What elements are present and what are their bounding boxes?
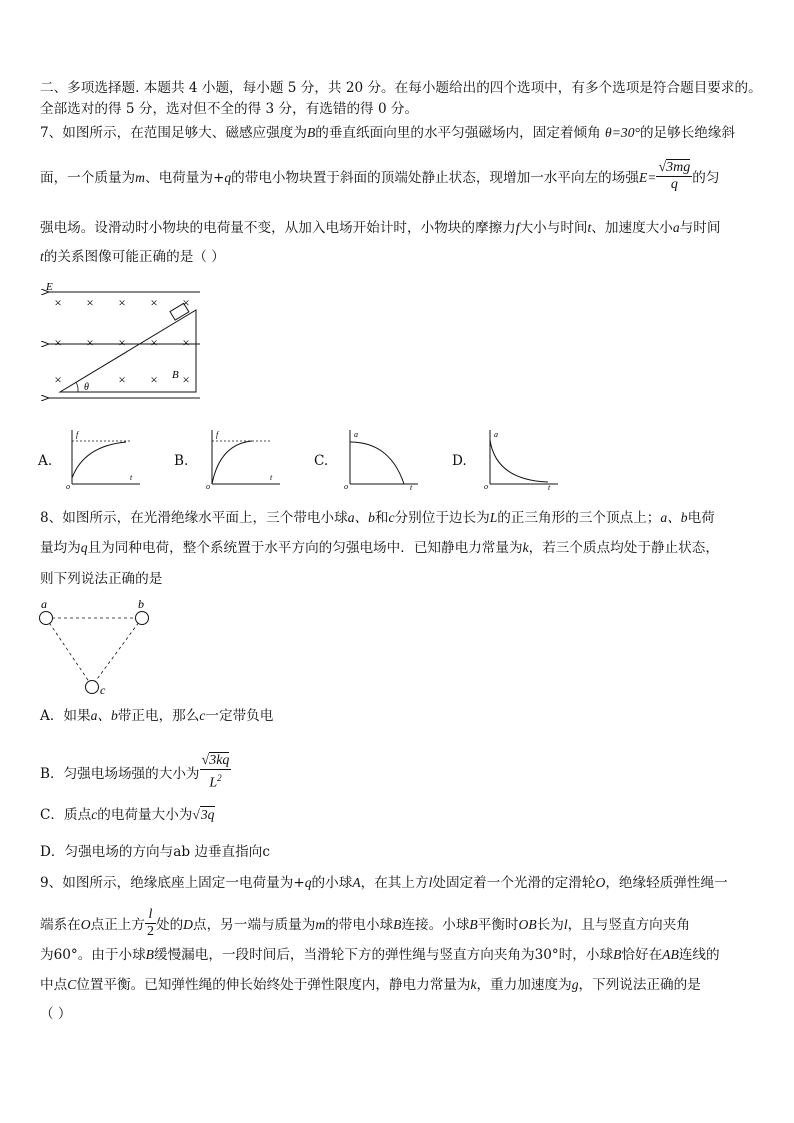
svg-text:×: × [182, 335, 190, 350]
q7-option-c-label[interactable]: C. [314, 453, 329, 469]
q7-option-b-label[interactable]: B. [174, 453, 189, 469]
q8-option-a[interactable]: A．如果a、b带正电，那么c一定带负电 [40, 708, 274, 724]
q9-fraction: $\frac{l}{2}$ [146, 907, 154, 939]
q7-option-d-graph [482, 428, 562, 490]
field-B-label: B [172, 369, 179, 381]
svg-text:o: o [484, 482, 488, 490]
q7-incline-figure [40, 280, 210, 410]
ball-c [86, 681, 99, 694]
svg-text:×: × [54, 295, 62, 310]
q8-line1: 8、如图所示，在光滑绝缘水平面上，三个带电小球a、b和c分别位于边长为L的正三角形的三个顶点上；a、b电荷 [40, 510, 715, 526]
q8-option-d[interactable]: D．匀强电场的方向与ab 边垂直指向c [40, 844, 270, 860]
q9-line4: 中点C位置平衡。已知弹性绳的伸长始终处于弹性限度内，静电力常量为k，重力加速度为g，下列说法正确的是 [40, 977, 701, 993]
q8-option-b[interactable]: B．匀强电场场强的大小为 $\frac{√3kq}{L^2}$ [40, 753, 230, 791]
q7-option-a-label[interactable]: A. [38, 453, 53, 469]
svg-text:a: a [41, 597, 47, 611]
q7-line1: 7、如图所示，在范围足够大、磁感应强度为B的垂直纸面向里的水平匀强磁场内，固定着倾角 θ=30°的足够长绝缘斜 [40, 125, 736, 141]
svg-text:o: o [344, 482, 348, 490]
q7-field-fraction: $\frac{√3mg}{q}$ [658, 160, 691, 192]
svg-text:×: × [118, 372, 126, 387]
section-header-line2: 全部选对的得 5 分，选对但不全的得 3 分，有选错的得 0 分。 [40, 101, 419, 117]
svg-text:×: × [86, 335, 94, 350]
svg-text:×: × [86, 295, 94, 310]
svg-text:c: c [100, 683, 106, 697]
q7-option-c-graph [342, 428, 422, 490]
q7-line4: t的关系图像可能正确的是（ ） [40, 249, 225, 265]
q7-line2: 面，一个质量为m、电荷量为+q的带电小物块置于斜面的顶端处静止状态，现增加一水平向左的场强E= $\frac{√3mg}{q}$ 的匀 [40, 160, 720, 192]
q7-line3: 强电场。设滑动时小物块的电荷量不变，从加入电场开始计时，小物块的摩擦力f大小与时间t、加速度大小a与时间 [40, 220, 721, 236]
q9-line5: （ ） [40, 1006, 72, 1022]
svg-text:×: × [150, 295, 158, 310]
svg-text:×: × [54, 372, 62, 387]
q9-line3: 为60°。由于小球B缓慢漏电，一段时间后，当滑轮下方的弹性绳与竖直方向夹角为30°时，小球B恰好在AB连线的 [40, 947, 720, 963]
svg-text:o: o [206, 482, 210, 490]
q8-line2: 量均为q且为同种电荷，整个系统置于水平方向的匀强电场中．已知静电力常量为k，若三个质点均处于静止状态， [40, 540, 719, 556]
svg-text:a: a [494, 430, 498, 439]
svg-text:a: a [354, 430, 358, 439]
svg-text:×: × [118, 295, 126, 310]
svg-text:t: t [548, 483, 551, 490]
svg-text:b: b [138, 597, 144, 611]
ball-b [136, 612, 149, 625]
svg-text:×: × [182, 372, 190, 387]
svg-text:f: f [216, 430, 219, 439]
q8-triangle-figure [36, 596, 166, 698]
svg-text:t: t [130, 473, 133, 482]
q8-option-c-value: √3q [192, 807, 215, 822]
q9-line2: 端系在O点正上方 $\frac{l}{2}$ 处的D点，另一端与质量为m的带电小球B连接。小球B平衡时OB长为l，且与竖直方向夹角 [40, 907, 690, 939]
q7-option-d-label[interactable]: D. [452, 453, 467, 469]
q7-option-a-graph [64, 428, 144, 490]
svg-text:×: × [150, 372, 158, 387]
field-E-label: E [46, 281, 53, 293]
svg-text:×: × [54, 335, 62, 350]
svg-text:t: t [410, 483, 413, 490]
q8-option-c[interactable]: C．质点c的电荷量大小为√3q [40, 807, 215, 823]
svg-text:o: o [66, 482, 70, 490]
q7-option-b-graph [204, 428, 284, 490]
q8-line3: 则下列说法正确的是 [40, 571, 163, 587]
theta-label: θ [84, 382, 89, 393]
svg-text:×: × [150, 335, 158, 350]
svg-text:×: × [118, 335, 126, 350]
svg-text:×: × [182, 295, 190, 310]
q9-line1: 9、如图所示，绝缘底座上固定一电荷量为+q的小球A，在其上方l处固定着一个光滑的定滑轮O，绝缘轻质弹性绳一 [40, 875, 728, 891]
q8-option-b-fraction: $\frac{√3kq}{L^2}$ [201, 753, 230, 791]
section-header-line1: 二、多项选择题. 本题共 4 小题，每小题 5 分，共 20 分。在每小题给出的四个选项中，有多个选项是符合题目要求的。 [40, 80, 762, 96]
svg-text:f: f [76, 430, 79, 439]
ball-a [40, 612, 53, 625]
svg-text:t: t [270, 473, 273, 482]
